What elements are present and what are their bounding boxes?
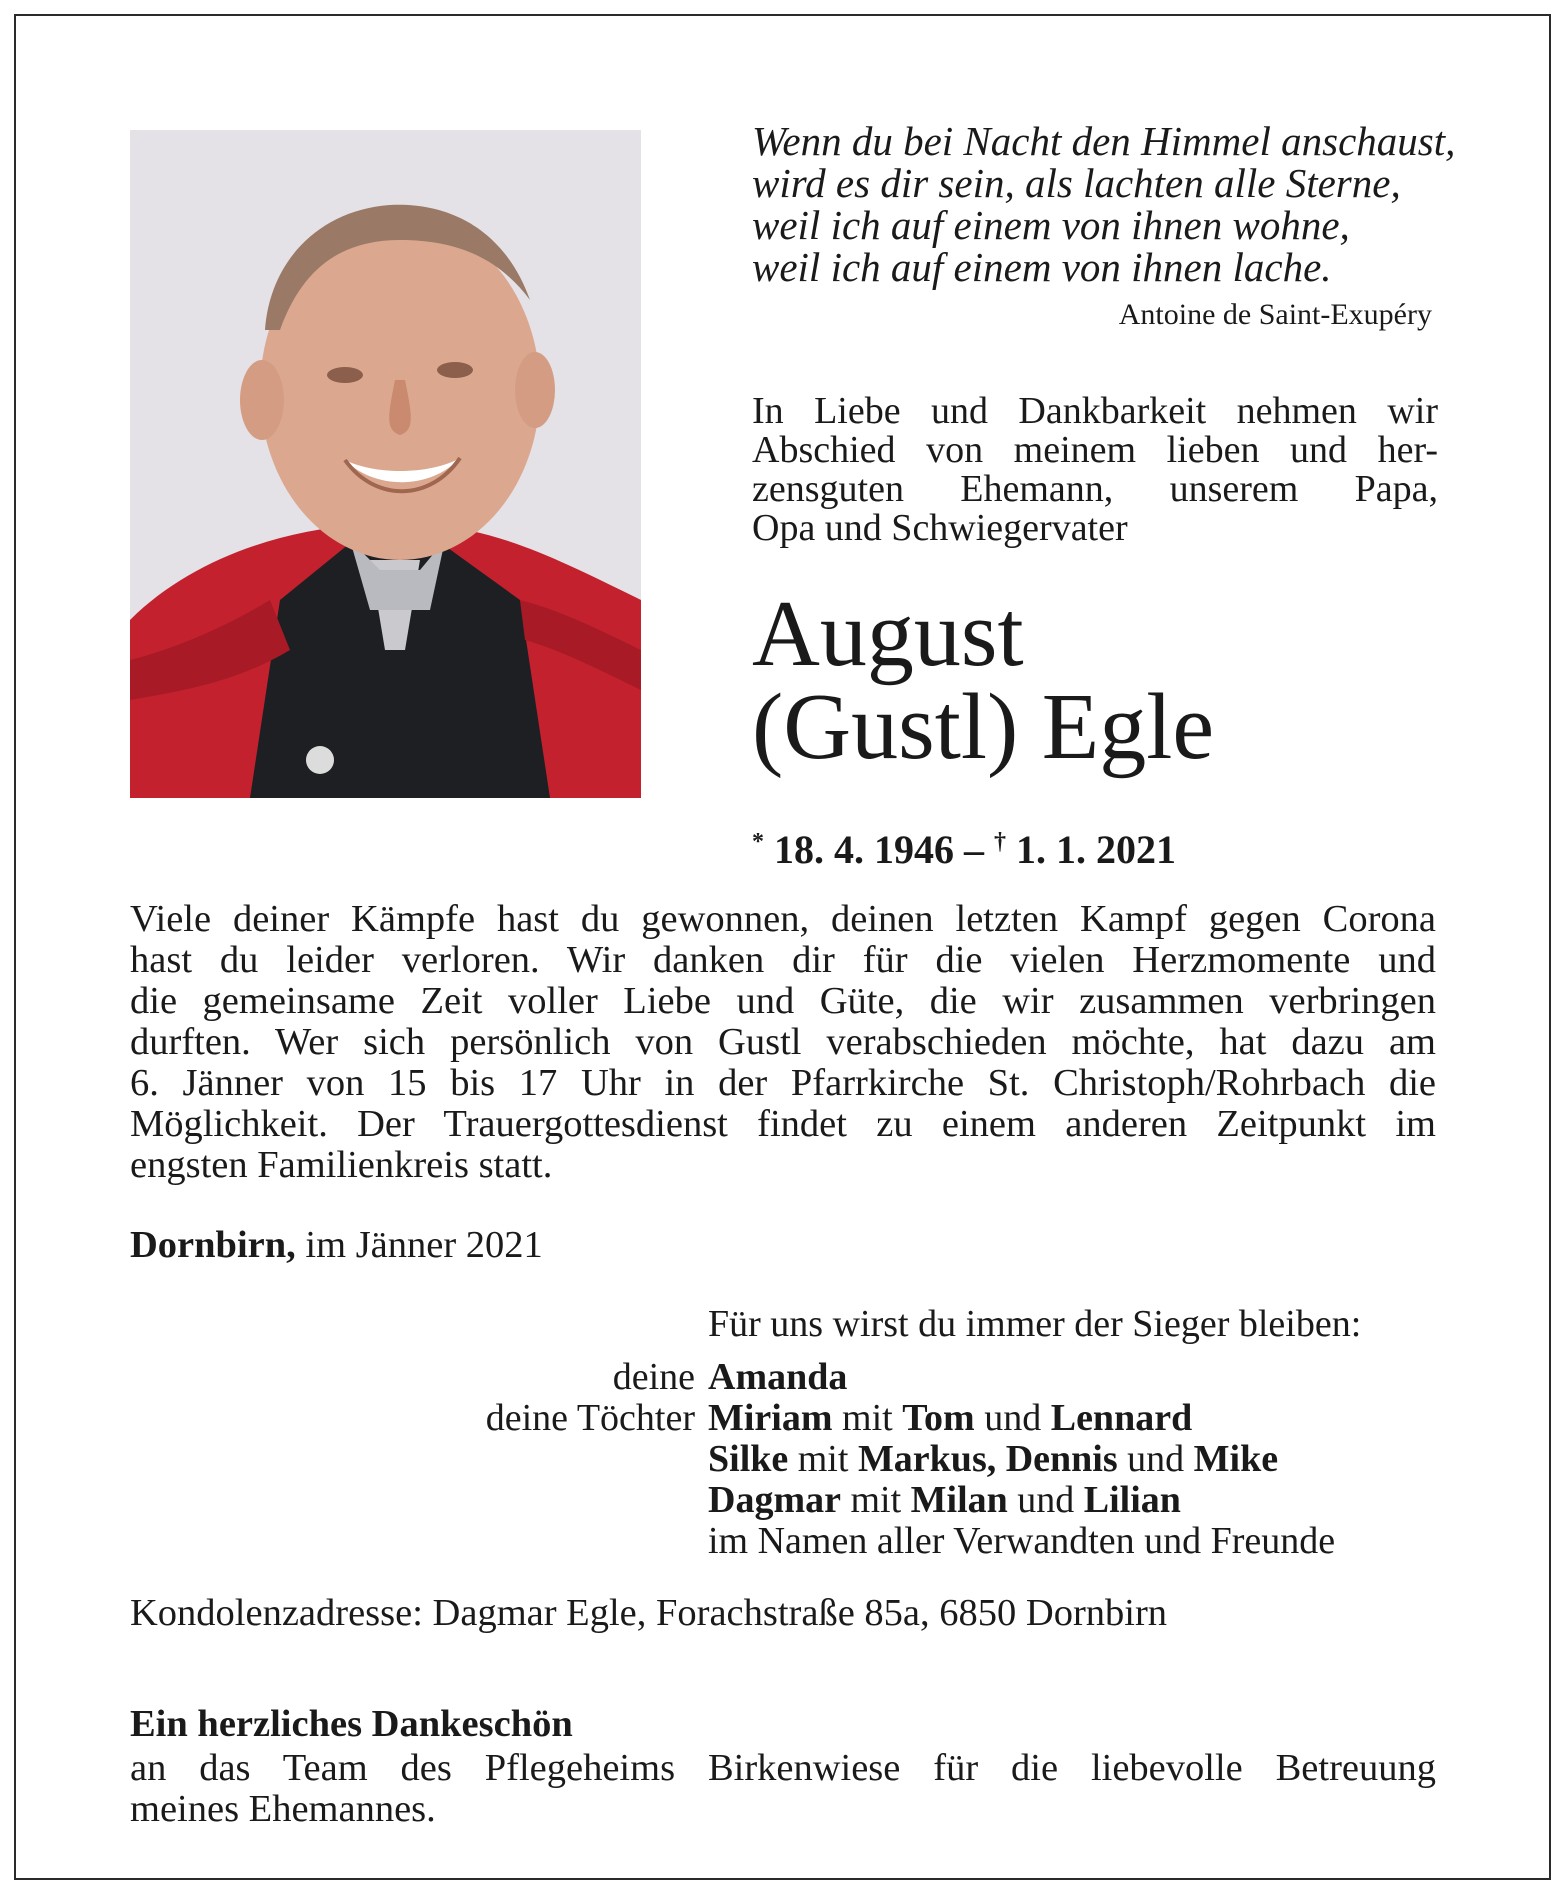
intro-line: Opa und Schwiegervater <box>752 507 1128 549</box>
place-city: Dornbirn, <box>130 1224 296 1266</box>
name-tom: Tom <box>902 1397 975 1439</box>
name-milan: Milan <box>910 1479 1008 1521</box>
thanks-line: meines Ehemannes. <box>130 1788 436 1830</box>
death-date: 1. 1. 2021 <box>1016 827 1176 872</box>
body-line: hast du leider verloren. Wir danken dir für die vielen Herzmomente und <box>130 939 1436 981</box>
obituary-body <box>130 899 1436 1186</box>
life-dates <box>752 818 1176 874</box>
thanks-line: an das Team des Pflegeheims Birkenwiese für die liebevolle Betreuung <box>130 1747 1436 1789</box>
death-symbol: † <box>994 829 1006 855</box>
name-amanda: Amanda <box>708 1356 848 1398</box>
name-first: August <box>752 582 1024 686</box>
body-line: Möglichkeit. Der Trauergottesdienst findet zu einem anderen Zeitpunkt im <box>130 1103 1436 1145</box>
body-line: die gemeinsame Zeit voller Liebe und Güte, die wir zusammen verbringen <box>130 980 1436 1022</box>
family-intro: Für uns wirst du immer der Sieger bleiben: <box>708 1303 1362 1345</box>
body-line: Viele deiner Kämpfe hast du gewonnen, deinen letzten Kampf gegen Corona <box>130 898 1436 940</box>
body-line: durften. Wer sich persönlich von Gustl verabschieden möchte, hat dazu am <box>130 1021 1436 1063</box>
name-last: (Gustl) Egle <box>752 675 1215 779</box>
name-markus: Markus, <box>857 1438 997 1480</box>
quote-line: wird es dir sein, als lachten alle Sterne, <box>752 160 1401 206</box>
name-lilian: Lilian <box>1083 1479 1181 1521</box>
birth-symbol: * <box>752 829 764 855</box>
thanks-text <box>130 1748 1436 1830</box>
word-und: und <box>974 1397 1051 1439</box>
quote-line: weil ich auf einem von ihnen lache. <box>752 244 1332 290</box>
intro-text <box>752 392 1438 548</box>
date-separator: – <box>964 827 984 872</box>
family-closing: im Namen aller Verwandten und Freunde <box>708 1520 1336 1562</box>
daughters-label: deine Töchter <box>485 1397 695 1439</box>
name-silke: Silke <box>708 1438 789 1480</box>
condolence-address: Kondolenzadresse: Dagmar Egle, Forachstraße 85a, 6850 Dornbirn <box>130 1592 1168 1634</box>
place-month: im Jänner 2021 <box>295 1224 543 1266</box>
family-line-miriam <box>708 1398 1192 1439</box>
wife-label: deine <box>612 1356 695 1398</box>
quote-line: Wenn du bei Nacht den Himmel anschaust, <box>752 118 1456 164</box>
quote-line: weil ich auf einem von ihnen wohne, <box>752 202 1350 248</box>
word-und: und <box>1117 1438 1194 1480</box>
family-line-dagmar <box>708 1480 1181 1521</box>
deceased-name <box>752 582 1442 779</box>
portrait-illustration <box>130 130 641 798</box>
word-mit: mit <box>788 1438 858 1480</box>
quote-author: Antoine de Saint-Exupéry <box>1118 298 1432 331</box>
wife-name <box>708 1357 847 1398</box>
name-dagmar: Dagmar <box>708 1479 841 1521</box>
intro-line: In Liebe und Dankbarkeit nehmen wir <box>752 390 1438 432</box>
place-date <box>130 1223 543 1267</box>
body-line: 6. Jänner von 15 bis 17 Uhr in der Pfarrkirche St. Christoph/Rohrbach die <box>130 1062 1436 1104</box>
intro-line: zensguten Ehemann, unserem Papa, <box>752 468 1438 510</box>
poem-quote <box>752 118 1456 290</box>
thanks-title: Ein herzliches Dankeschön <box>130 1703 573 1745</box>
word-mit: mit <box>832 1397 903 1439</box>
family-line-silke <box>708 1439 1278 1480</box>
name-miriam: Miriam <box>708 1397 833 1439</box>
word-mit: mit <box>840 1479 911 1521</box>
name-mike: Mike <box>1193 1438 1279 1480</box>
intro-line: Abschied von meinem lieben und her- <box>752 429 1438 471</box>
portrait-photo <box>130 130 641 798</box>
word-und: und <box>1007 1479 1084 1521</box>
name-dennis: Dennis <box>1005 1438 1118 1480</box>
body-line: engsten Familienkreis statt. <box>130 1144 553 1186</box>
birth-date: 18. 4. 1946 <box>774 827 954 872</box>
name-lennard: Lennard <box>1050 1397 1193 1439</box>
